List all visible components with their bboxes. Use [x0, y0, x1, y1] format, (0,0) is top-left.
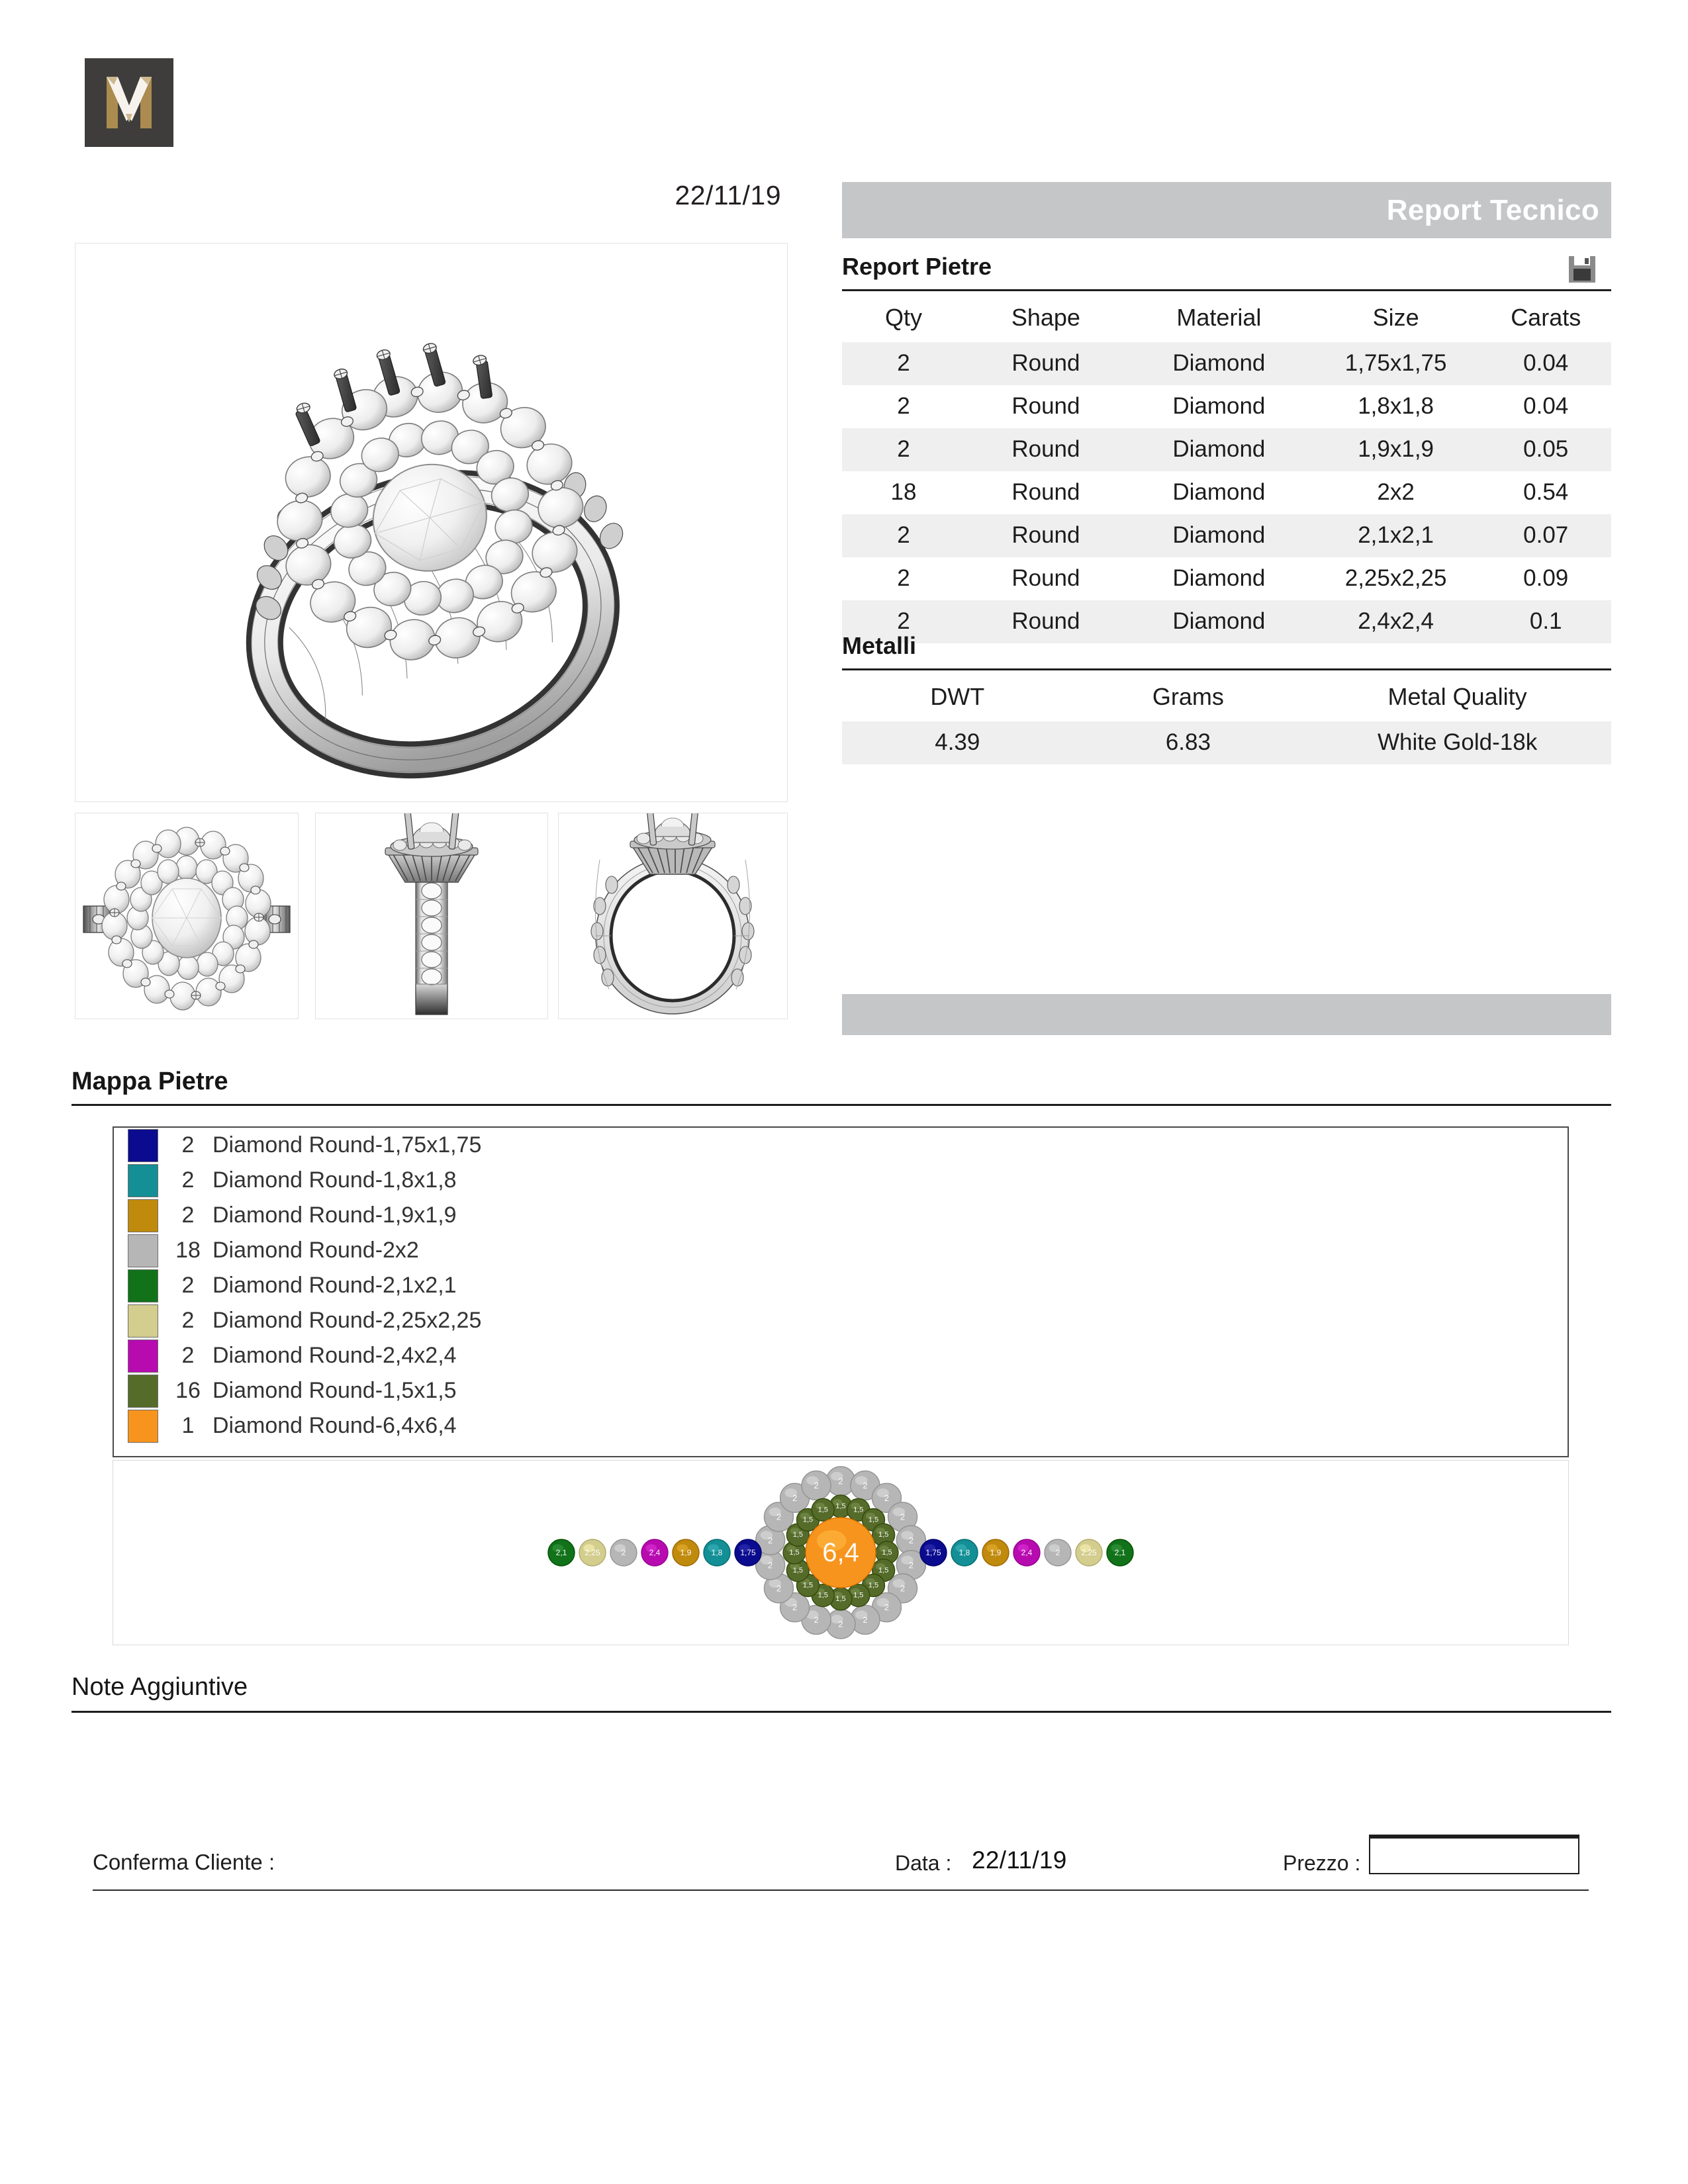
- report-banner-title: Report Tecnico: [1386, 193, 1599, 226]
- legend-swatch: [128, 1410, 158, 1443]
- svg-text:2: 2: [768, 1560, 773, 1570]
- mappa-pietre-divider: [71, 1104, 1611, 1106]
- cell-shape: Round: [965, 557, 1127, 600]
- cell-qty: 2: [842, 557, 965, 600]
- svg-text:2,25: 2,25: [585, 1548, 600, 1557]
- list-item: [114, 1163, 1568, 1198]
- side-stone-left: [735, 1539, 761, 1566]
- legend-label: Diamond Round-2,1x2,1: [212, 1273, 457, 1298]
- table-row: [842, 471, 1611, 514]
- cell-material: Diamond: [1127, 557, 1311, 600]
- cell-carats: 0.04: [1480, 342, 1611, 385]
- col-material: Material: [1127, 295, 1311, 342]
- footer-divider: [93, 1889, 1589, 1891]
- cell-carats: 0.04: [1480, 385, 1611, 428]
- cell-qty: 2: [842, 342, 965, 385]
- svg-text:2: 2: [884, 1492, 890, 1503]
- cell-material: Diamond: [1127, 514, 1311, 557]
- cell-qty: 18: [842, 471, 965, 514]
- ring-perspective-svg: [75, 244, 787, 801]
- cell-size: 2x2: [1311, 471, 1481, 514]
- data-label: Data :: [895, 1851, 952, 1875]
- prezzo-input[interactable]: [1369, 1835, 1579, 1874]
- svg-text:1,5: 1,5: [835, 1595, 846, 1603]
- legend-label: Diamond Round-1,8x1,8: [212, 1167, 457, 1193]
- col-qty: Qty: [842, 295, 965, 342]
- legend-label: Diamond Round-2x2: [212, 1238, 419, 1263]
- legend-qty: 2: [181, 1132, 195, 1158]
- svg-text:2: 2: [1055, 1548, 1060, 1557]
- svg-text:1,75: 1,75: [740, 1548, 756, 1557]
- halo-inner-stone: [812, 1498, 834, 1521]
- cell-carats: 0.1: [1480, 600, 1611, 643]
- legend-label: Diamond Round-6,4x6,4: [212, 1413, 457, 1438]
- cell-carats: 0.09: [1480, 557, 1611, 600]
- ring-thumbnail-front-view: [558, 813, 788, 1019]
- legend-swatch: [128, 1375, 158, 1408]
- legend-qty: 1: [181, 1413, 195, 1438]
- svg-text:1,8: 1,8: [711, 1548, 723, 1557]
- svg-text:2: 2: [908, 1535, 914, 1545]
- svg-text:2: 2: [908, 1560, 914, 1570]
- cell-size: 2,4x2,4: [1311, 600, 1481, 643]
- data-value: 22/11/19: [972, 1846, 1067, 1874]
- table-row: [842, 514, 1611, 557]
- svg-text:2: 2: [863, 1480, 868, 1491]
- svg-text:6,4: 6,4: [822, 1538, 859, 1567]
- legend-qty: 18: [175, 1238, 201, 1263]
- svg-text:1,5: 1,5: [853, 1506, 864, 1514]
- side-stone-left: [548, 1539, 575, 1566]
- cell-qty: 2: [842, 514, 965, 557]
- svg-text:1,5: 1,5: [802, 1581, 814, 1590]
- svg-text:2: 2: [884, 1602, 890, 1613]
- logo-square: [85, 58, 173, 147]
- cell-qty: 2: [842, 428, 965, 471]
- cell-material: Diamond: [1127, 428, 1311, 471]
- svg-text:2,1: 2,1: [555, 1548, 567, 1557]
- svg-text:2: 2: [792, 1602, 798, 1613]
- brand-logo: [85, 58, 173, 147]
- svg-text:2: 2: [838, 1476, 843, 1486]
- cell-qty: 2: [842, 385, 965, 428]
- legend-label: Diamond Round-1,9x1,9: [212, 1203, 457, 1228]
- svg-text:1,5: 1,5: [878, 1566, 889, 1574]
- cell-material: Diamond: [1127, 600, 1311, 643]
- ring-top-view-svg: [75, 813, 298, 1019]
- legend-label: Diamond Round-1,75x1,75: [212, 1132, 482, 1158]
- side-stone-left: [610, 1539, 637, 1566]
- table-row: [842, 600, 1611, 643]
- legend-swatch: [128, 1269, 158, 1302]
- ring-side-view-svg: [316, 813, 547, 1019]
- svg-text:1,9: 1,9: [680, 1548, 692, 1557]
- side-stone-right: [920, 1539, 947, 1566]
- cell-size: 1,8x1,8: [1311, 385, 1481, 428]
- cell-shape: Round: [965, 600, 1127, 643]
- svg-text:1,5: 1,5: [835, 1502, 846, 1510]
- legend-qty: 2: [181, 1343, 195, 1368]
- list-item: [114, 1408, 1568, 1443]
- report-banner: [842, 182, 1611, 238]
- svg-text:1,5: 1,5: [853, 1591, 864, 1600]
- cell-carats: 0.07: [1480, 514, 1611, 557]
- save-floppy-icon: [1568, 255, 1597, 284]
- conferma-cliente-label: Conferma Cliente :: [93, 1850, 275, 1874]
- note-aggiuntive-divider: [71, 1711, 1611, 1713]
- svg-text:1,8: 1,8: [959, 1548, 970, 1557]
- mappa-pietre-heading: Mappa Pietre: [71, 1068, 228, 1095]
- save-button[interactable]: [1568, 255, 1597, 284]
- halo-outer-stone: [802, 1471, 831, 1500]
- stone-map-svg: [113, 1461, 1568, 1645]
- col-carats: Carats: [1480, 295, 1611, 342]
- cell-size: 1,75x1,75: [1311, 342, 1481, 385]
- svg-text:1,5: 1,5: [792, 1531, 803, 1539]
- legend-qty: 2: [181, 1167, 195, 1193]
- svg-text:2: 2: [900, 1512, 906, 1522]
- table-row: [842, 721, 1611, 764]
- ring-thumbnail-side-view: [315, 813, 548, 1019]
- list-item: [114, 1268, 1568, 1303]
- cell-material: Diamond: [1127, 471, 1311, 514]
- cell-material: Diamond: [1127, 385, 1311, 428]
- cell-shape: Round: [965, 342, 1127, 385]
- legend-label: Diamond Round-1,5x1,5: [212, 1378, 457, 1403]
- legend-swatch: [128, 1129, 158, 1162]
- cell-shape: Round: [965, 385, 1127, 428]
- center-stone: [806, 1516, 879, 1590]
- side-stone-left: [704, 1539, 730, 1566]
- cell-size: 1,9x1,9: [1311, 428, 1481, 471]
- cell-quality: White Gold-18k: [1303, 721, 1611, 764]
- cell-shape: Round: [965, 514, 1127, 557]
- svg-text:2: 2: [900, 1583, 906, 1594]
- ring-main-render: [75, 243, 788, 802]
- report-pietre-heading: Report Pietre: [842, 253, 992, 280]
- cell-grams: 6.83: [1073, 721, 1304, 764]
- svg-text:2: 2: [776, 1583, 782, 1594]
- svg-text:2,4: 2,4: [649, 1548, 661, 1557]
- ring-front-view-svg: [559, 813, 787, 1019]
- legend-swatch: [128, 1234, 158, 1267]
- list-item: [114, 1233, 1568, 1268]
- legend-qty: 16: [175, 1378, 201, 1403]
- document-date: 22/11/19: [675, 180, 781, 210]
- svg-text:2,4: 2,4: [1021, 1548, 1033, 1557]
- note-aggiuntive-heading: Note Aggiuntive: [71, 1673, 248, 1701]
- svg-text:1,5: 1,5: [818, 1506, 828, 1514]
- metals-table-header-row: [842, 674, 1611, 721]
- cell-shape: Round: [965, 471, 1127, 514]
- list-item: [114, 1198, 1568, 1233]
- side-stone-right: [1045, 1539, 1071, 1566]
- table-row: [842, 385, 1611, 428]
- svg-text:1,5: 1,5: [882, 1549, 892, 1557]
- svg-text:1,5: 1,5: [868, 1516, 879, 1524]
- cell-qty: 2: [842, 600, 965, 643]
- svg-text:1,5: 1,5: [792, 1566, 803, 1574]
- legend-swatch: [128, 1199, 158, 1232]
- side-stone-right: [951, 1539, 978, 1566]
- svg-text:2: 2: [814, 1480, 819, 1491]
- svg-text:2: 2: [768, 1535, 773, 1545]
- legend-qty: 2: [181, 1308, 195, 1333]
- metalli-divider: [842, 668, 1611, 670]
- col-shape: Shape: [965, 295, 1127, 342]
- cell-size: 2,25x2,25: [1311, 557, 1481, 600]
- side-stone-right: [1013, 1539, 1040, 1566]
- list-item: [114, 1128, 1568, 1163]
- side-stone-right: [1076, 1539, 1102, 1566]
- svg-text:2: 2: [621, 1548, 626, 1557]
- logo-m-icon: [85, 58, 173, 147]
- cell-size: 2,1x2,1: [1311, 514, 1481, 557]
- svg-text:2: 2: [863, 1614, 868, 1625]
- prezzo-label: Prezzo :: [1283, 1851, 1361, 1875]
- col-metal-quality: Metal Quality: [1303, 674, 1611, 721]
- list-item: [114, 1373, 1568, 1408]
- svg-text:1,5: 1,5: [802, 1516, 814, 1524]
- right-column-spacer-bar: [842, 994, 1611, 1035]
- col-size: Size: [1311, 295, 1481, 342]
- svg-text:2: 2: [838, 1619, 843, 1629]
- legend-qty: 2: [181, 1203, 195, 1228]
- legend-qty: 2: [181, 1273, 195, 1298]
- svg-text:1,5: 1,5: [789, 1549, 800, 1557]
- metals-table: [842, 674, 1611, 764]
- svg-text:1,5: 1,5: [868, 1581, 879, 1590]
- report-pietre-divider: [842, 289, 1611, 291]
- svg-text:1,5: 1,5: [818, 1591, 828, 1600]
- table-row: [842, 342, 1611, 385]
- stones-table: [842, 295, 1611, 643]
- legend-swatch: [128, 1340, 158, 1373]
- side-stone-right: [982, 1539, 1009, 1566]
- cell-dwt: 4.39: [842, 721, 1073, 764]
- col-grams: Grams: [1073, 674, 1304, 721]
- svg-text:2: 2: [776, 1512, 782, 1522]
- svg-text:2,1: 2,1: [1114, 1548, 1126, 1557]
- svg-text:1,9: 1,9: [990, 1548, 1002, 1557]
- svg-text:2,25: 2,25: [1081, 1548, 1097, 1557]
- stones-table-header-row: [842, 295, 1611, 342]
- ring-thumbnail-top-view: [75, 813, 299, 1019]
- metalli-heading: Metalli: [842, 632, 917, 659]
- list-item: [114, 1303, 1568, 1338]
- list-item: [114, 1338, 1568, 1373]
- side-stone-left: [579, 1539, 606, 1566]
- cell-shape: Round: [965, 428, 1127, 471]
- col-dwt: DWT: [842, 674, 1073, 721]
- svg-text:2: 2: [792, 1492, 798, 1503]
- legend-label: Diamond Round-2,4x2,4: [212, 1343, 457, 1368]
- cell-material: Diamond: [1127, 342, 1311, 385]
- legend-label: Diamond Round-2,25x2,25: [212, 1308, 482, 1333]
- stone-map-diagram: [113, 1460, 1569, 1645]
- cell-carats: 0.54: [1480, 471, 1611, 514]
- side-stone-right: [1107, 1539, 1133, 1566]
- table-row: [842, 557, 1611, 600]
- svg-text:1,75: 1,75: [925, 1548, 941, 1557]
- legend-swatch: [128, 1304, 158, 1338]
- side-stone-left: [641, 1539, 668, 1566]
- cell-carats: 0.05: [1480, 428, 1611, 471]
- table-row: [842, 428, 1611, 471]
- stone-map-legend: [113, 1126, 1569, 1457]
- legend-swatch: [128, 1164, 158, 1197]
- svg-text:1,5: 1,5: [878, 1531, 889, 1539]
- side-stone-left: [673, 1539, 699, 1566]
- svg-text:2: 2: [814, 1614, 819, 1625]
